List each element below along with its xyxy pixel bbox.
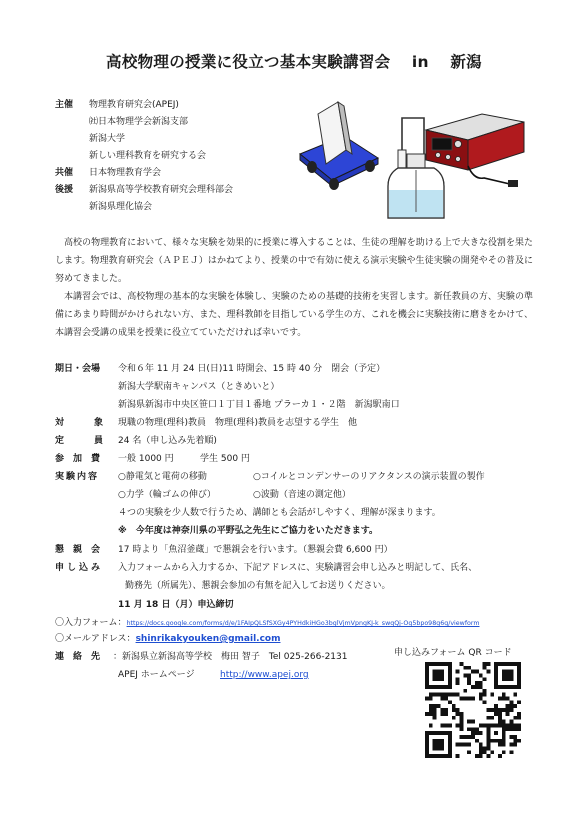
page-title: 高校物理の授業に役立つ基本実験講習会 in 新潟 bbox=[106, 53, 482, 71]
organizer-label: 共催 bbox=[55, 168, 74, 178]
organizer-name: 新しい理科教育を研究する会 bbox=[89, 151, 207, 161]
organizer-name: 新潟県理化協会 bbox=[89, 202, 153, 212]
capacity-label: 定員 bbox=[55, 436, 134, 446]
organizer-row bbox=[55, 167, 161, 179]
fee-general: 一般 1000 円 bbox=[118, 454, 174, 464]
organizer-row bbox=[55, 116, 188, 128]
party-value: 17 時より「魚沼釜蔵」で懇親会を行います。（懇親会費 6,600 円） bbox=[118, 545, 393, 555]
experiment-illustration bbox=[298, 100, 530, 222]
fee-label: 参加費 bbox=[55, 454, 110, 464]
detail-mail bbox=[55, 634, 280, 645]
venue-line-1: 新潟大学駅南キャンパス（ときめいと） bbox=[118, 382, 280, 392]
target-label-text: 対象 bbox=[55, 418, 134, 428]
form-label: 〇入力フォーム： bbox=[55, 618, 127, 628]
content-item: ○波動（音速の測定他） bbox=[253, 490, 351, 500]
apply-line-1: 入力フォームから入力するか、下記アドレスに、実験講習会申し込みと明記して、氏名、 bbox=[118, 563, 478, 573]
apply-line-2: 勤務先（所属先）、懇親会参加の有無を記入してお送りください。 bbox=[125, 581, 391, 591]
target-label bbox=[55, 418, 134, 429]
form-url-link[interactable]: https://docs.google.com/forms/d/e/1FAIpQLSfSXGy4PYHdkiHGo3bglVjmVpngKJ-k_swqQj-Og5bpo98g6g/viewform bbox=[126, 620, 480, 627]
apply-label: 申し込み bbox=[55, 563, 104, 573]
fee-student: 学生 500 円 bbox=[200, 454, 250, 464]
detail-form bbox=[55, 618, 480, 629]
intro-paragraph-1: 高校の物理教育において、様々な実験を効果的に授業に導入することは、生徒の理解を助ける上で大きな役割を果たします。物理教育研究会（ＡＰＥＪ）はかねてより、授業の中で有効に使える演示実験や生徒実験の開発やその普及に努めてきました。 bbox=[55, 238, 533, 284]
homepage-link[interactable]: http://www.apej.org bbox=[220, 670, 309, 680]
organizer-row bbox=[55, 150, 206, 162]
party-label: 懇親会 bbox=[55, 545, 110, 555]
date-label: 期日・会場 bbox=[55, 364, 101, 374]
content-note: ４つの実験を少人数で行うため、講師とも会話がしやすく、理解が深まります。 bbox=[118, 508, 441, 518]
qr-caption: 申し込みフォーム QR コード bbox=[394, 648, 512, 658]
organizer-name: 新潟県高等学校教育研究会理科部会 bbox=[89, 185, 234, 195]
contact-label: 連絡先 bbox=[55, 652, 110, 662]
capacity-value: 24 名（申し込み先着順) bbox=[118, 436, 217, 446]
content-item: ○静電気と電荷の移動 bbox=[118, 472, 207, 482]
target-value: 現職の物理(理科)教員 物理(理科)教員を志望する学生 他 bbox=[118, 418, 358, 428]
contact-value: ：新潟県立新潟高等学校 梅田 智子 Tel 025-266-2131 bbox=[113, 652, 348, 662]
organizer-name: ㈳日本物理学会新潟支部 bbox=[89, 117, 189, 127]
content-label: 実験内容 bbox=[55, 472, 100, 482]
organizer-name: 新潟大学 bbox=[89, 134, 126, 144]
qr-code-icon[interactable] bbox=[425, 662, 521, 758]
organizer-row bbox=[55, 99, 179, 111]
content-item: ○力学（輪ゴムの伸び） bbox=[118, 490, 216, 500]
mail-link[interactable]: shinrikakyouken@gmail.com bbox=[135, 634, 281, 644]
homepage-label: APEJ ホームページ bbox=[118, 670, 195, 680]
mail-label: 〇メールアドレス： bbox=[55, 634, 136, 644]
date-value: 令和６年 11 月 24 日(日)11 時開会、15 時 40 分 閉会（予定） bbox=[118, 364, 386, 374]
cart-icon bbox=[300, 102, 378, 190]
venue-line-2: 新潟県新潟市中央区笹口１丁目１番地 プラーカ１・２階 新潟駅南口 bbox=[118, 400, 400, 410]
organizer-row bbox=[55, 184, 233, 196]
content-item: ○コイルとコンデンサーのリアクタンスの演示装置の製作 bbox=[253, 472, 485, 482]
intro-paragraph-2: 本講習会では、高校物理の基本的な実験を体験し、実験のための基礎的技術を実習します。新任教員の方、実験の準備にあまり時間がかけられない方、また、理科教師を目指している学生の方、これを機会に実験技術に磨きをかけて、本講習会受講の成果を授業に役立てていただければ幸いです。 bbox=[55, 292, 533, 338]
lecturer-note: ※ 今年度は神奈川県の平野弘之先生にご協力をいただきます。 bbox=[118, 526, 379, 536]
intro-text bbox=[55, 234, 533, 342]
deadline: 11 月 18 日（月）申込締切 bbox=[118, 600, 234, 610]
organizer-row bbox=[55, 133, 125, 145]
organizer-label: 後援 bbox=[55, 185, 74, 195]
organizer-row bbox=[55, 201, 152, 213]
organizer-label: 主催 bbox=[55, 100, 74, 110]
organizer-name: 物理教育研究会(APEJ) bbox=[89, 100, 179, 110]
organizer-name: 日本物理教育学会 bbox=[89, 168, 162, 178]
